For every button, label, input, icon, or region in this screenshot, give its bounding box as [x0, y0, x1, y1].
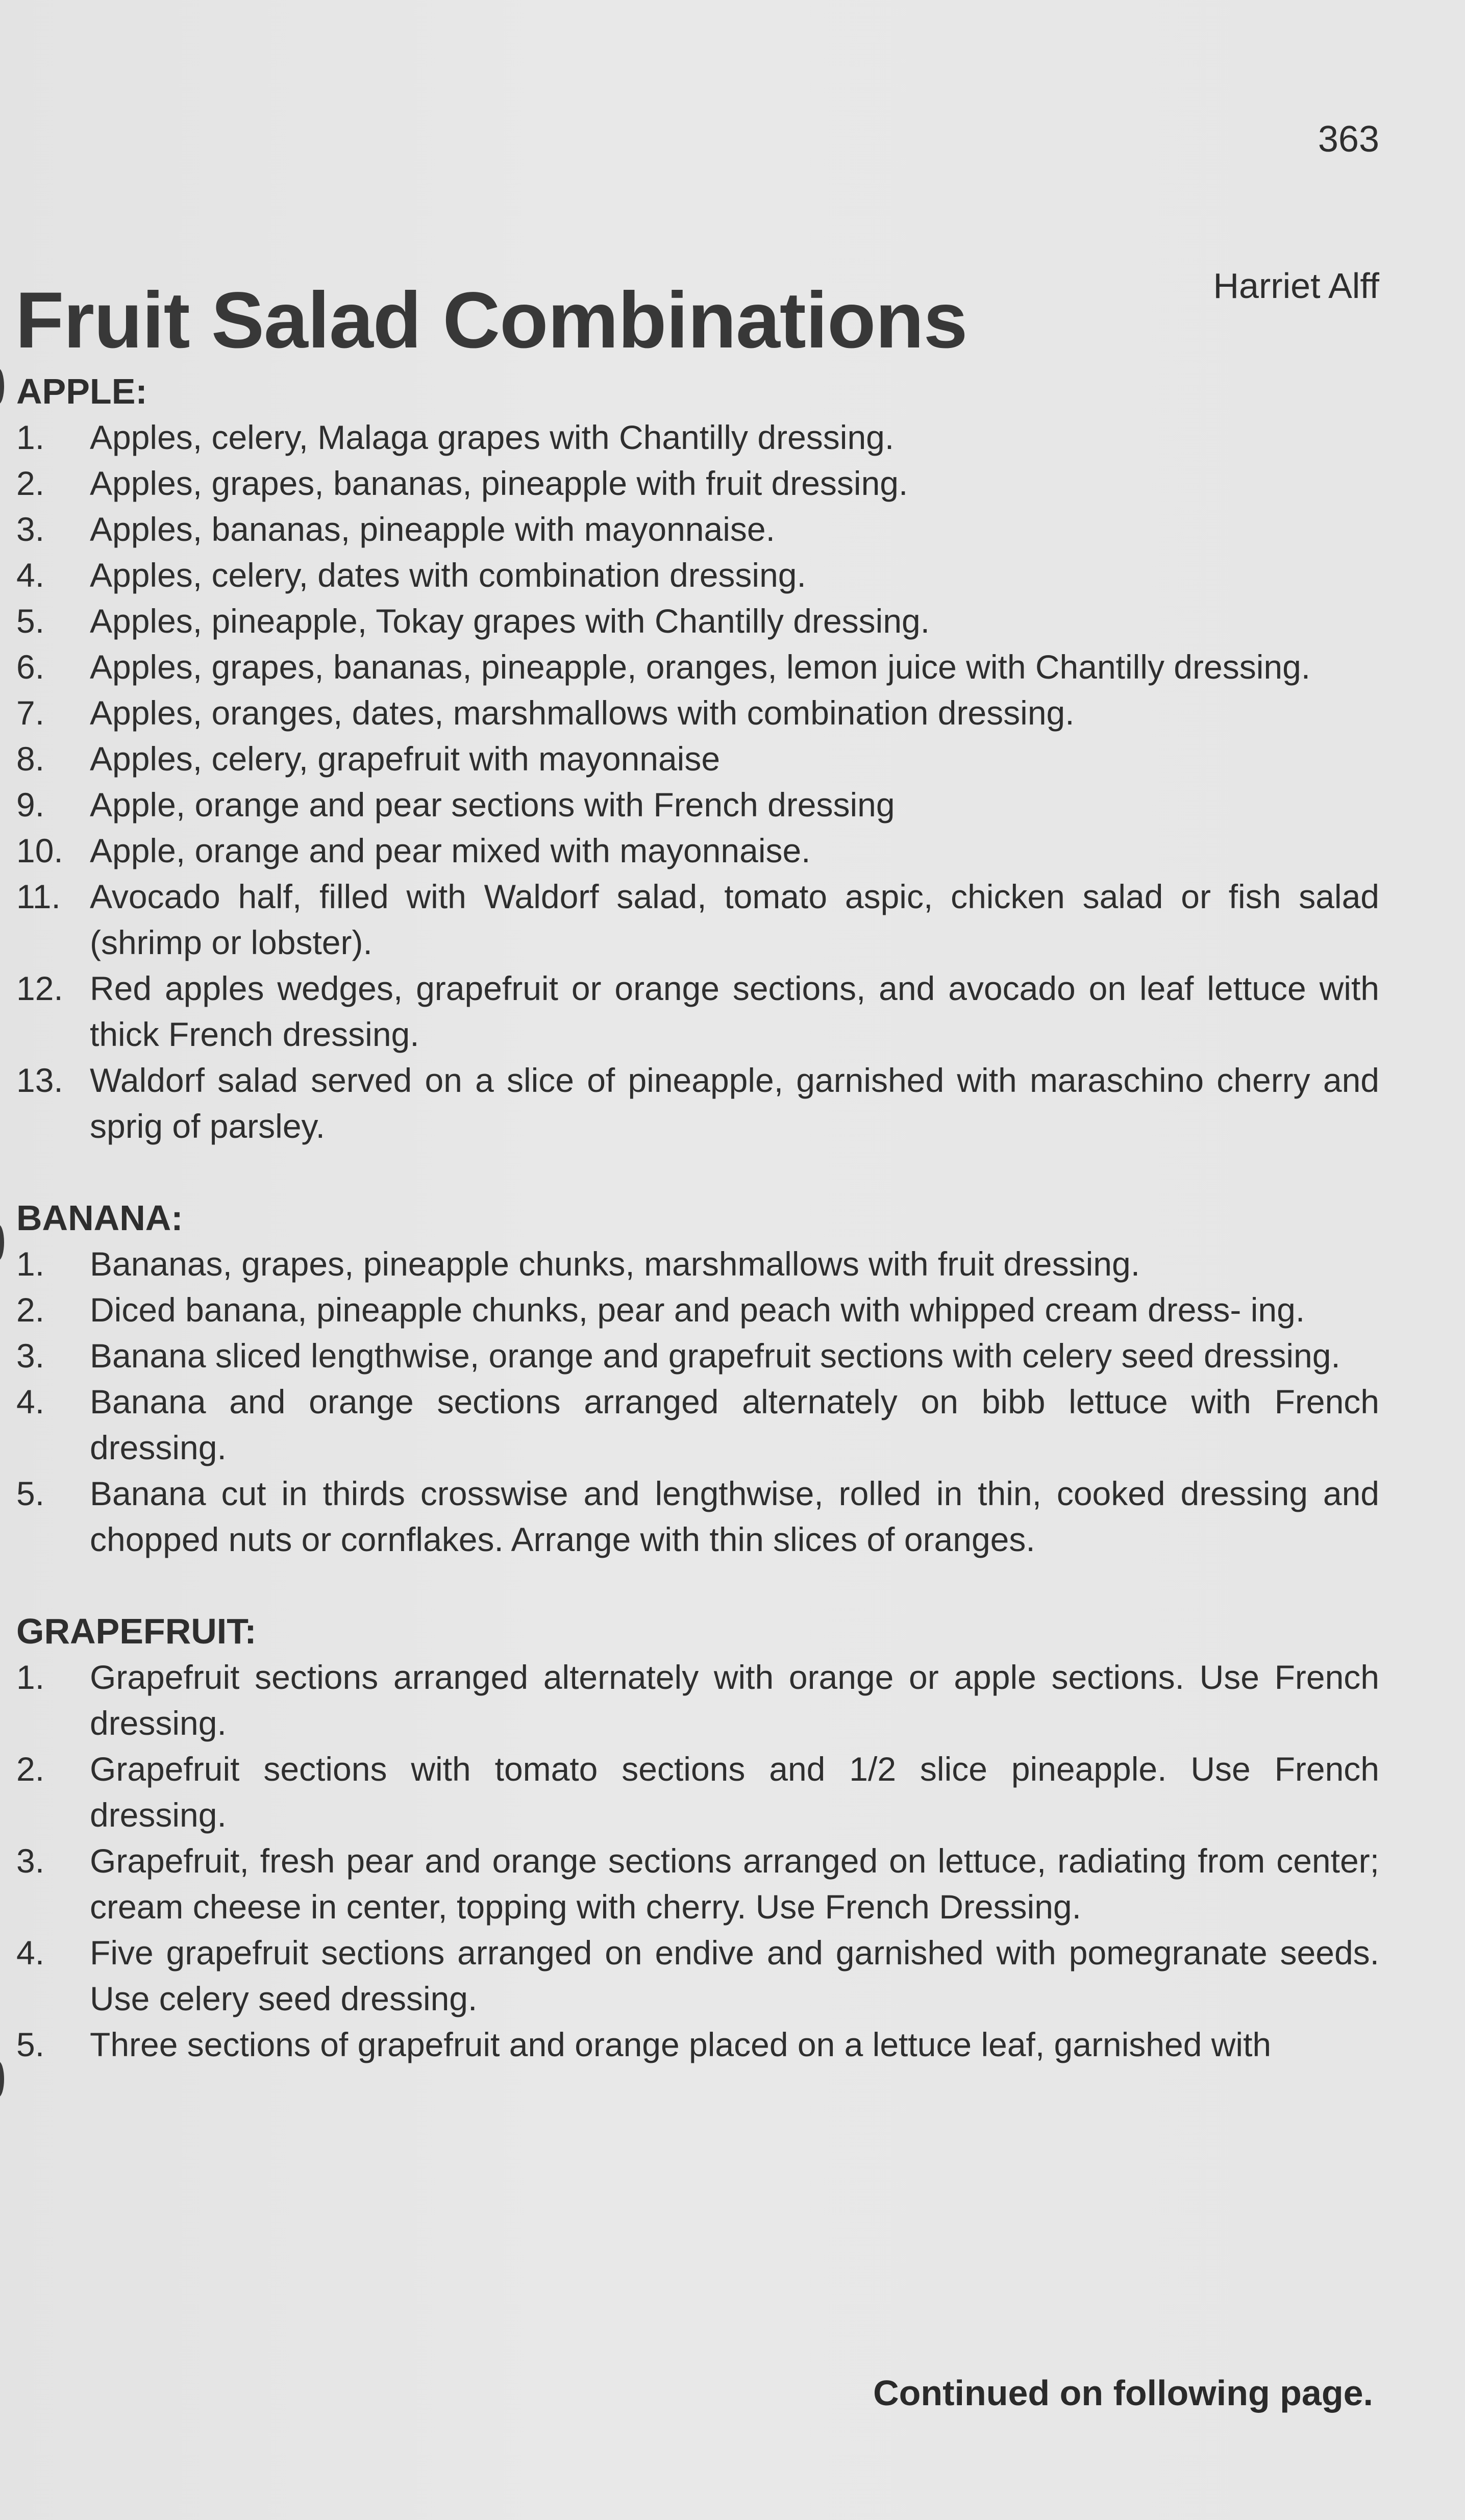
- item-number: 4.: [16, 556, 45, 594]
- item-number: 5.: [16, 602, 45, 640]
- item-text: Apples, oranges, dates, marshmallows with combination dressing.: [90, 694, 1075, 732]
- item-number: 5.: [16, 2026, 45, 2063]
- list-item: [16, 1379, 1379, 1470]
- list-item: [16, 874, 1379, 965]
- list-item: [16, 552, 1379, 598]
- item-number: 3.: [16, 1842, 45, 1880]
- continued-note: Continued on following page.: [873, 2373, 1373, 2413]
- banana-list: [16, 1241, 1379, 1562]
- list-item: [16, 965, 1379, 1057]
- list-item: [16, 1470, 1379, 1562]
- section-banana: [16, 1195, 1379, 1562]
- item-text: Apple, orange and pear sections with French dressing: [90, 786, 895, 824]
- item-number: 2.: [16, 1291, 45, 1329]
- page-title: Fruit Salad Combinations: [15, 276, 967, 365]
- list-item: [16, 1654, 1379, 1746]
- item-number: 12.: [16, 969, 63, 1007]
- list-item: [16, 414, 1379, 460]
- list-item: [16, 1746, 1379, 1838]
- list-item: [16, 460, 1379, 506]
- item-text: Three sections of grapefruit and orange placed on a lettuce leaf, garnished with: [90, 2026, 1272, 2063]
- item-text: Grapefruit, fresh pear and orange sections arranged on lettuce, radiating from center; cream cheese in center, topping with cherry. Use French Dressing.: [90, 1842, 1379, 1926]
- section-title-grapefruit: GRAPEFRUIT:: [16, 1611, 257, 1651]
- apple-list: [16, 414, 1379, 1149]
- item-number: 4.: [16, 1934, 45, 1972]
- item-number: 3.: [16, 1337, 45, 1375]
- item-text: Diced banana, pineapple chunks, pear and peach with whipped cream dress- ing.: [90, 1291, 1305, 1329]
- item-number: 2.: [16, 1750, 45, 1788]
- item-number: 2.: [16, 464, 45, 502]
- list-item: [16, 644, 1379, 690]
- item-text: Apples, celery, grapefruit with mayonnaise: [90, 740, 721, 778]
- item-text: Apples, pineapple, Tokay grapes with Chantilly dressing.: [90, 602, 930, 640]
- list-item: [16, 690, 1379, 736]
- list-item: [16, 736, 1379, 782]
- list-item: [16, 1057, 1379, 1149]
- main-content: [16, 368, 1379, 2067]
- item-text: Red apples wedges, grapefruit or orange sections, and avocado on leaf lettuce with thick French dressing.: [90, 969, 1379, 1053]
- item-number: 1.: [16, 1245, 45, 1283]
- item-number: 8.: [16, 740, 45, 778]
- grapefruit-list: [16, 1654, 1379, 2067]
- list-item: [16, 2022, 1379, 2067]
- list-item: [16, 1838, 1379, 1930]
- item-number: 1.: [16, 1658, 45, 1696]
- item-text: Grapefruit sections arranged alternately with orange or apple sections. Use French dressing.: [90, 1658, 1379, 1742]
- list-item: [16, 506, 1379, 552]
- item-number: 9.: [16, 786, 45, 824]
- section-title-apple: APPLE:: [16, 371, 147, 411]
- binding-hole-mark: [0, 2061, 4, 2097]
- page-number: 363: [1318, 119, 1379, 160]
- item-number: 13.: [16, 1061, 63, 1099]
- item-text: Bananas, grapes, pineapple chunks, marshmallows with fruit dressing.: [90, 1245, 1140, 1283]
- author-name: Harriet Alff: [1213, 266, 1379, 306]
- item-number: 5.: [16, 1475, 45, 1512]
- binding-hole-mark: [0, 1225, 4, 1260]
- item-text: Apples, grapes, bananas, pineapple with fruit dressing.: [90, 464, 908, 502]
- item-text: Banana sliced lengthwise, orange and grapefruit sections with celery seed dressing.: [90, 1337, 1340, 1375]
- item-number: 3.: [16, 510, 45, 548]
- list-item: [16, 1333, 1379, 1379]
- list-item: [16, 598, 1379, 644]
- list-item: [16, 828, 1379, 874]
- item-text: Apples, grapes, bananas, pineapple, oranges, lemon juice with Chantilly dressing.: [90, 648, 1311, 686]
- section-grapefruit: [16, 1608, 1379, 2067]
- item-text: Banana cut in thirds crosswise and lengthwise, rolled in thin, cooked dressing and chopped nuts or cornflakes. Arrange with thin slices of oranges.: [90, 1475, 1379, 1558]
- list-item: [16, 1241, 1379, 1287]
- list-item: [16, 1930, 1379, 2022]
- list-item: [16, 1287, 1379, 1333]
- item-text: Apples, celery, Malaga grapes with Chantilly dressing.: [90, 418, 895, 456]
- item-text: Apples, celery, dates with combination dressing.: [90, 556, 806, 594]
- section-apple: [16, 368, 1379, 1149]
- item-number: 7.: [16, 694, 45, 732]
- binding-hole-mark: [0, 368, 4, 404]
- item-number: 10.: [16, 832, 63, 869]
- item-number: 6.: [16, 648, 45, 686]
- item-text: Waldorf salad served on a slice of pineapple, garnished with maraschino cherry and sprig of parsley.: [90, 1061, 1379, 1145]
- item-text: Grapefruit sections with tomato sections and 1/2 slice pineapple. Use French dressing.: [90, 1750, 1379, 1834]
- item-text: Apples, bananas, pineapple with mayonnaise.: [90, 510, 775, 548]
- item-number: 11.: [16, 878, 61, 915]
- item-text: Five grapefruit sections arranged on endive and garnished with pomegranate seeds. Use celery seed dressing.: [90, 1934, 1379, 2017]
- section-title-banana: BANANA:: [16, 1198, 183, 1238]
- item-text: Banana and orange sections arranged alternately on bibb lettuce with French dressing.: [90, 1383, 1379, 1466]
- item-text: Apple, orange and pear mixed with mayonnaise.: [90, 832, 811, 869]
- list-item: [16, 782, 1379, 828]
- item-text: Avocado half, filled with Waldorf salad, tomato aspic, chicken salad or fish salad (shrimp or lobster).: [90, 878, 1379, 961]
- item-number: 1.: [16, 418, 45, 456]
- item-number: 4.: [16, 1383, 45, 1420]
